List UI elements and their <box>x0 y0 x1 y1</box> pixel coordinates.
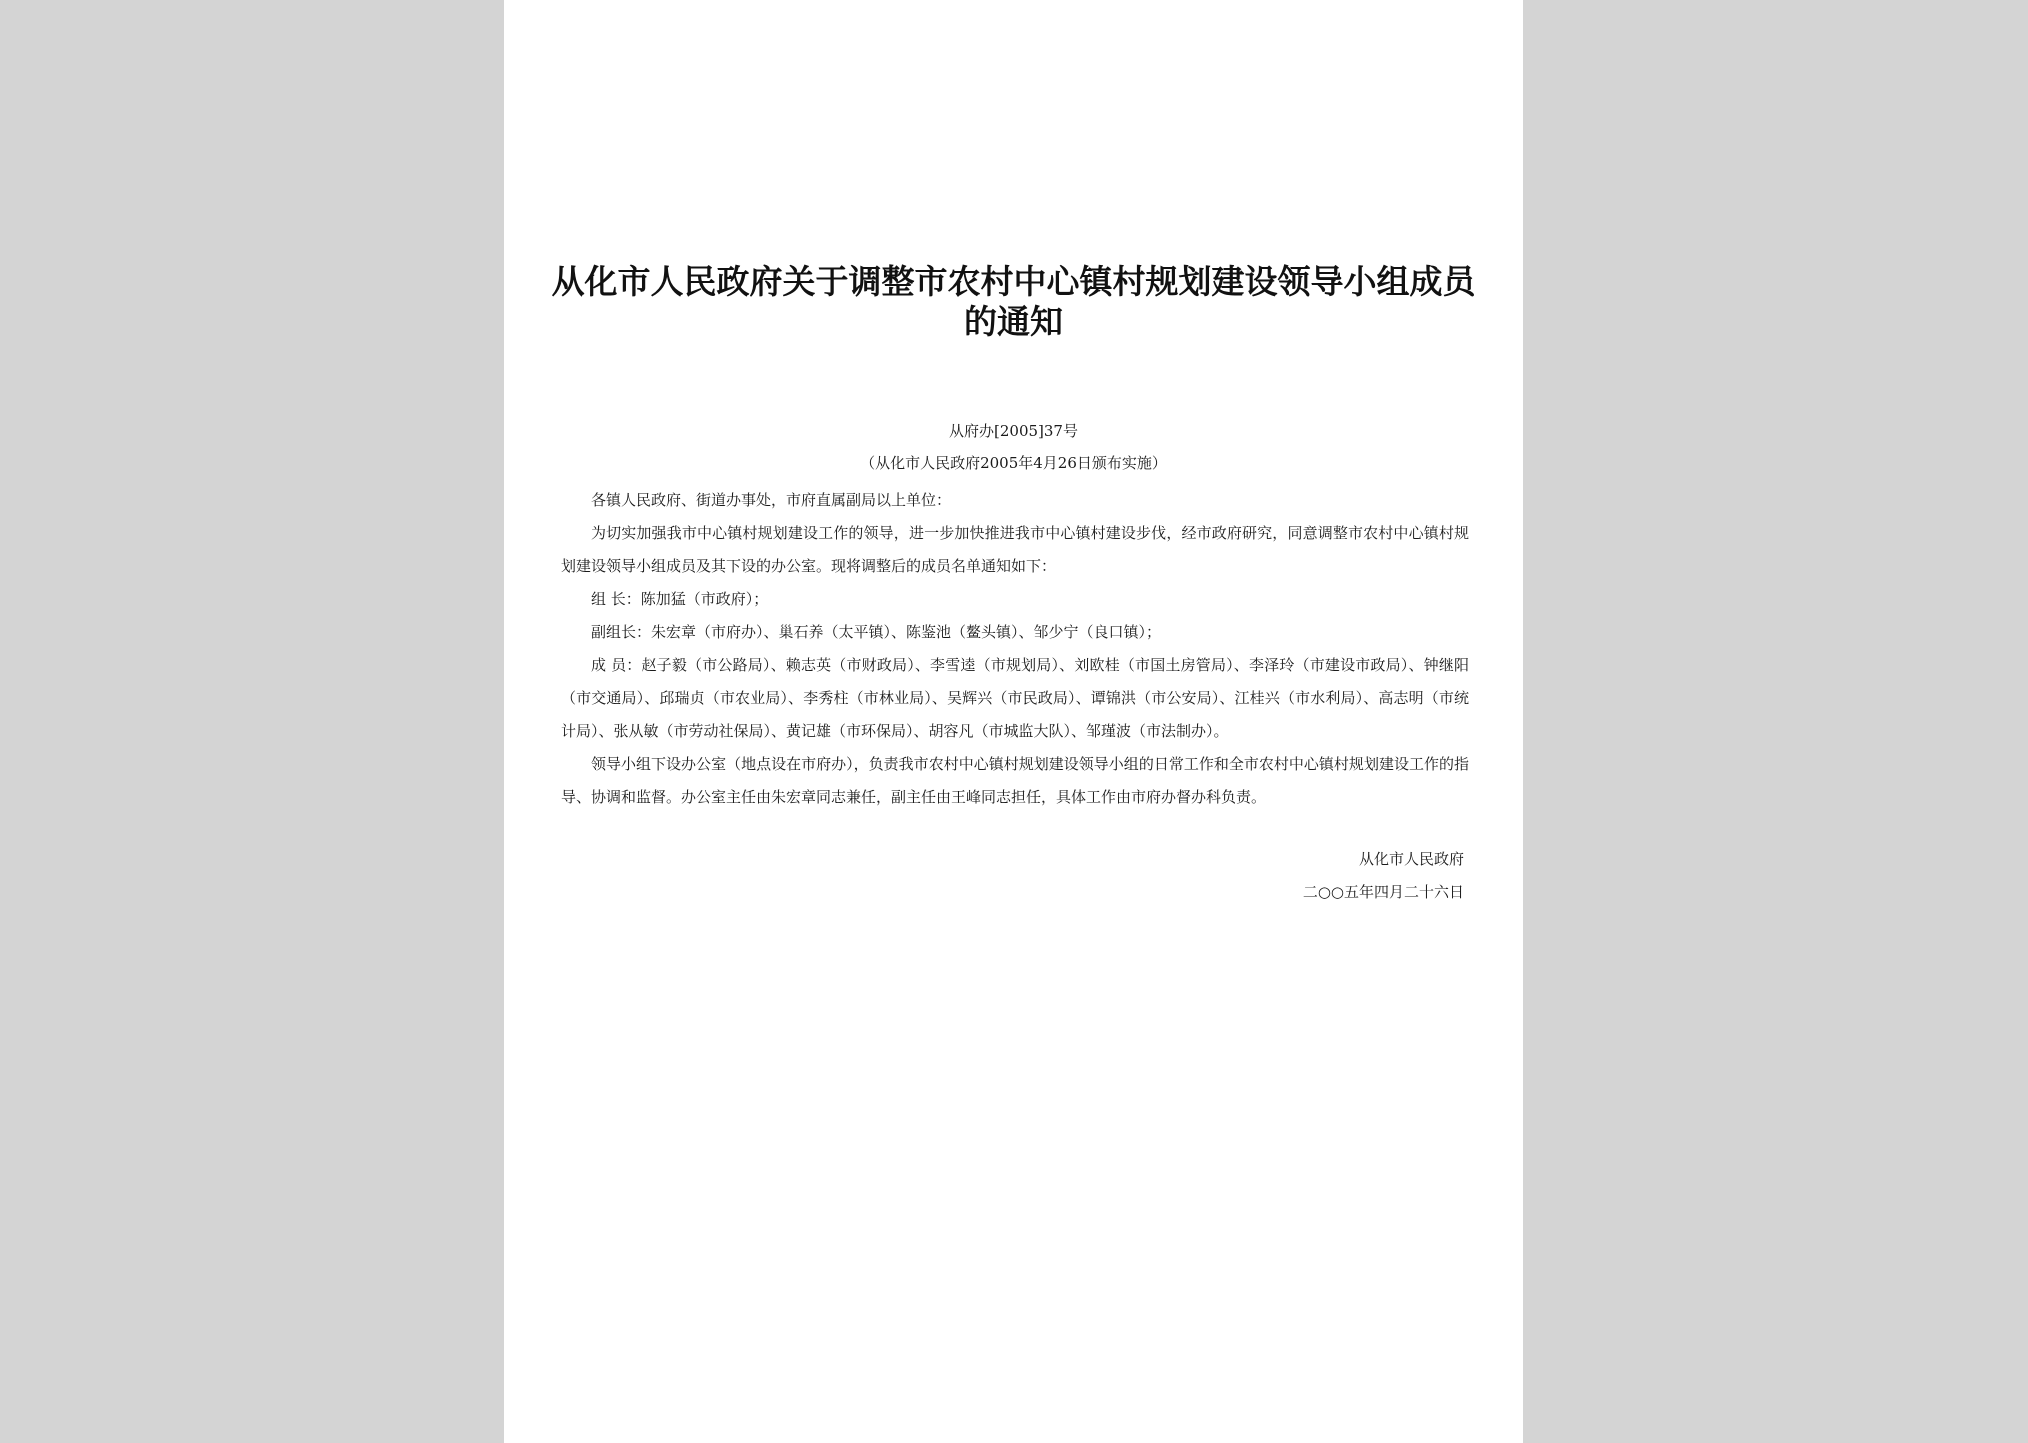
members-paragraph: 成 员：赵子毅（市公路局）、赖志英（市财政局）、李雪逵（市规划局）、刘欧桂（市国土房管局）、李泽玲（市建设市政局）、钟继阳（市交通局）、邱瑞贞（市农业局）、李秀柱（市林业局）、吴辉兴（市民政局）、谭锦洪（市公安局）、江桂兴（市水利局）、高志明（市统计局）、张从敏（市劳动社保局）、黄记雄（市环保局）、胡容凡（市城监大队）、邹瑾波（市法制办）。 <box>561 656 1469 740</box>
signature-organization: 从化市人民政府 <box>1358 850 1464 868</box>
document-page <box>504 0 1523 1443</box>
intro-paragraph: 为切实加强我市中心镇村规划建设工作的领导，进一步加快推进我市中心镇村建设步伐，经市政府研究，同意调整市农村中心镇村规划建设领导小组成员及其下设的办公室。现将调整后的成员名单通知如下： <box>561 524 1469 575</box>
document-body <box>561 484 1469 814</box>
office-paragraph: 领导小组下设办公室（地点设在市府办），负责我市农村中心镇村规划建设领导小组的日常工作和全市农村中心镇村规划建设工作的指导、协调和监督。办公室主任由朱宏章同志兼任，副主任由王峰同志担任，具体工作由市府办督办科负责。 <box>561 755 1469 806</box>
promulgation-note: （从化市人民政府2005年4月26日颁布实施） <box>860 454 1167 472</box>
document-number: 从府办[2005]37号 <box>949 422 1078 440</box>
document-title: 从化市人民政府关于调整市农村中心镇村规划建设领导小组成员的通知 <box>551 262 1476 341</box>
leader-paragraph: 组 长：陈加猛（市政府）； <box>591 590 769 608</box>
deputy-leaders-paragraph: 副组长：朱宏章（市府办）、巢石养（太平镇）、陈鉴池（鳌头镇）、邹少宁（良口镇）； <box>591 623 1162 641</box>
signature-date: 二○○五年四月二十六日 <box>1302 883 1464 901</box>
addressee-paragraph: 各镇人民政府、街道办事处，市府直属副局以上单位： <box>591 491 952 509</box>
